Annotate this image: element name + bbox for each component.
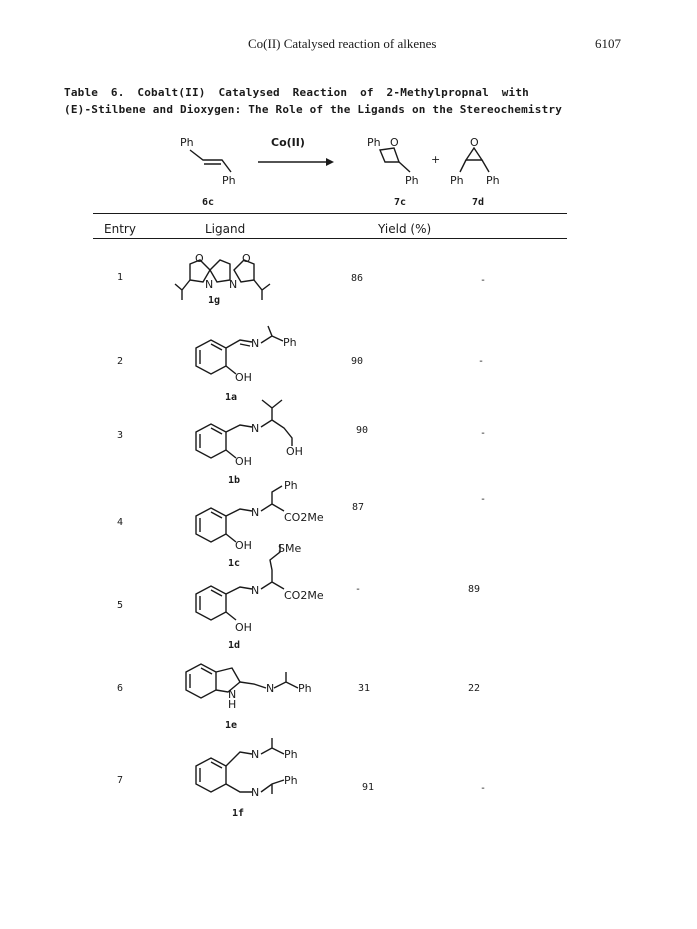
ligand-1e-structure [186,664,312,711]
yield-7c-4: 87 [352,502,365,513]
reaction-scheme [0,0,697,215]
ligand-1b-structure [196,400,303,468]
compound-1g: 1g [208,295,221,306]
ligand-1a-n: N [251,337,260,350]
trans-epoxide-structure [367,136,419,208]
ligand-1d-n: N [251,584,260,597]
ligand-1c-ph: Ph [284,479,298,492]
ligand-1b-n: N [251,422,260,435]
reagent-label: Co(II) [271,136,305,149]
epoxide-7c-ph-right: Ph [405,174,419,187]
entry-3: 3 [117,430,124,441]
epoxide-7d-oxygen: O [470,136,479,149]
ligand-1c-structure [196,479,324,552]
caption-line-1: Table 6. Cobalt(II) Catalysed Reaction of 2-Methylpropnal with [64,86,529,99]
ligand-structures [0,240,697,840]
yield-7c-7: 91 [362,782,375,793]
plus-sign: + [431,153,441,166]
stilbene-structure [180,136,236,208]
product-7d-label: 7d [472,197,485,208]
table-header-rule [93,238,567,239]
running-header: Co(II) Catalysed reaction of alkenes [248,36,437,51]
header-yield: Yield (%) [378,222,432,236]
page-number: 6107 [595,36,621,51]
ligand-1a-ph: Ph [283,336,297,349]
yield-7c-5: - [355,584,362,595]
yield-7c-2: 90 [351,356,364,367]
header-entry: Entry [104,222,136,236]
entry-6: 6 [117,683,124,694]
yield-7c-1: 86 [351,273,364,284]
yield-7d-7: - [480,783,487,794]
ligand-1c-oh: OH [235,539,252,552]
ligand-1f-structure [196,738,298,799]
yield-7d-2: - [478,356,485,367]
ligand-1c-co2me: CO2Me [284,511,324,524]
caption-line-2: (E)-Stilbene and Dioxygen: The Role of the Ligands on the Stereochemistry [64,103,563,116]
compound-1a: 1a [225,392,238,403]
ligand-1g-n-right: N [229,278,238,291]
ligand-1e-nh: N [228,688,237,701]
ligand-1d-sme: SMe [278,542,302,555]
ligand-1f-ph-top: Ph [284,748,298,761]
compound-1f: 1f [232,808,245,819]
ligand-1e-h: H [228,698,237,711]
epoxide-7d-ph-right: Ph [486,174,500,187]
compound-1c: 1c [228,558,241,569]
ligand-1g-n-left: N [205,278,214,291]
stilbene-ph-top: Ph [180,136,194,149]
header-ligand: Ligand [205,222,246,236]
ligand-1f-n-top: N [251,748,260,761]
yield-7d-1: - [480,275,487,286]
ligand-1f-ph-bottom: Ph [284,774,298,787]
cis-epoxide-structure [450,136,500,208]
yield-7d-4: - [480,494,487,505]
ligand-1d-oh: OH [235,621,252,634]
entry-7: 7 [117,775,124,786]
compound-1b: 1b [228,475,241,486]
entry-4: 4 [117,517,124,528]
entry-2: 2 [117,356,124,367]
epoxide-7c-ph-left: Ph [367,136,381,149]
ligand-1c-n: N [251,506,260,519]
ligand-1a-structure [196,326,297,384]
compound-1d: 1d [228,640,241,651]
ligand-1a-oh: OH [235,371,252,384]
ligand-1f-n-bottom: N [251,786,260,799]
ligand-1e-n: N [266,682,275,695]
entry-1: 1 [117,272,124,283]
ligand-1e-ph: Ph [298,682,312,695]
product-7c-label: 7c [394,197,407,208]
ligand-1b-oh: OH [235,455,252,468]
yield-7c-3: 90 [356,425,369,436]
yield-7d-3: - [480,428,487,439]
reaction-arrow [258,136,334,166]
stilbene-ph-bottom: Ph [222,174,236,187]
ligand-1g-structure [175,252,270,300]
epoxide-7c-oxygen: O [390,136,399,149]
ligand-1g-o-right: O [242,252,251,265]
ligand-1d-structure [196,542,324,634]
table-top-rule [93,213,567,214]
ligand-1g-o-left: O [195,252,204,265]
yield-7d-5: 89 [468,584,481,595]
yield-7d-6: 22 [468,683,481,694]
yield-7c-6: 31 [358,683,371,694]
ligand-1d-co2me: CO2Me [284,589,324,602]
ligand-1b-oh-side: OH [286,445,303,458]
substrate-label: 6c [202,197,215,208]
epoxide-7d-ph-left: Ph [450,174,464,187]
entry-5: 5 [117,600,124,611]
compound-1e: 1e [225,720,238,731]
